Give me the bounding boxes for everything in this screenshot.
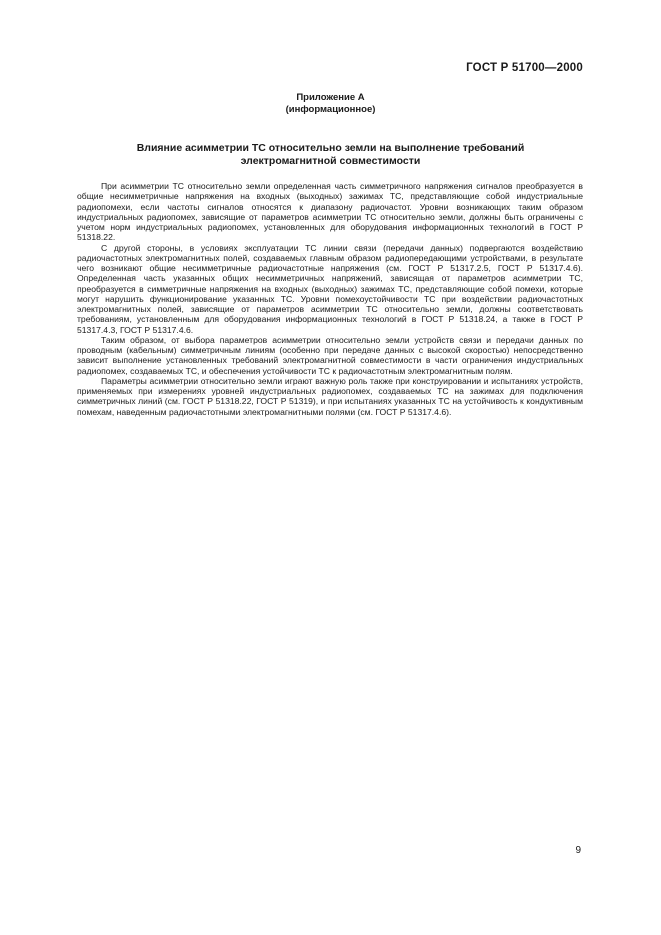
annex-heading: [0, 92, 661, 116]
paragraph-3: Таким образом, от выбора параметров асимметрии относительно земли устройств связи и передачи данных по проводным (кабельным) симметричным линиям (особенно при передаче данных с высокой скоростью) непосредственно зависит выполнение установленных требований электромагнитной совместимости в части ограничения индустриальных радиопомех, создаваемых ТС, и обеспечения устойчивости ТС к радиочастотным электромагнитным полям.: [77, 334, 583, 376]
paragraph-2: С другой стороны, в условиях эксплуатации ТС линии связи (передачи данных) подвергаются воздействию радиочастотных электромагнитных полей, создаваемых главным образом радиопередающими устройствами, в результате чего возникают общие несимметричные радиочастотные напряжения (см. ГОСТ Р 51317.2.5, ГОСТ Р 51317.4.6). Определенная часть указанных общих несимметричных напряжений, зависящая от параметров асимметрии ТС, преобразуется в симметричные напряжения на входных (выходных) зажимах ТС, представляющие собой помехи, которые могут нарушить функционирование указанных ТС. Уровни помехоустойчивости ТС при воздействии радиочастотных электромагнитных полей, зависящие от параметров асимметрии ТС относительно земли, должны соответствовать требованиям, установленным для оборудования информационных технологий в ГОСТ Р 51318.24, а также в ГОСТ Р 51317.4.3, ГОСТ Р 51317.4.6.: [77, 242, 583, 335]
body-text: [77, 181, 583, 417]
annex-label: Приложение А: [296, 92, 365, 103]
page-number: 9: [575, 845, 581, 856]
section-title-line-2: электромагнитной совместимости: [240, 155, 421, 167]
standard-code: ГОСТ Р 51700—2000: [466, 62, 583, 74]
annex-status: (информационное): [285, 104, 376, 115]
section-title-line-1: Влияние асимметрии ТС относительно земли на выполнение требований: [136, 142, 525, 154]
paragraph-4: Параметры асимметрии относительно земли играют важную роль также при конструировании и испытаниях устройств, применяемых при измерениях уровней индустриальных радиопомех, создаваемых ТС на зажимах для подключения симметричных линий (см. ГОСТ Р 51318.22, ГОСТ Р 51319), и при испытаниях указанных ТС на устойчивость к кондуктивным помехам, наведенным радиочастотными электромагнитными полями (см. ГОСТ Р 51317.4.6).: [77, 375, 583, 417]
paragraph-1: При асимметрии ТС относительно земли определенная часть симметричного напряжения сигналов преобразуется в общие несимметричные напряжения на входных (выходных) зажимах ТС, представляющие собой индустриальные радиопомехи, если частоты сигналов относятся к диапазону радиочастот. Уровни возникающих таким образом индустриальных радиопомех, зависящие от параметров асимметрии ТС относительно земли, должны быть ограничены с учетом норм индустриальных радиопомех, установленных для оборудования информационных технологий в ГОСТ Р 51318.22.: [77, 181, 583, 243]
section-title: [90, 142, 571, 168]
